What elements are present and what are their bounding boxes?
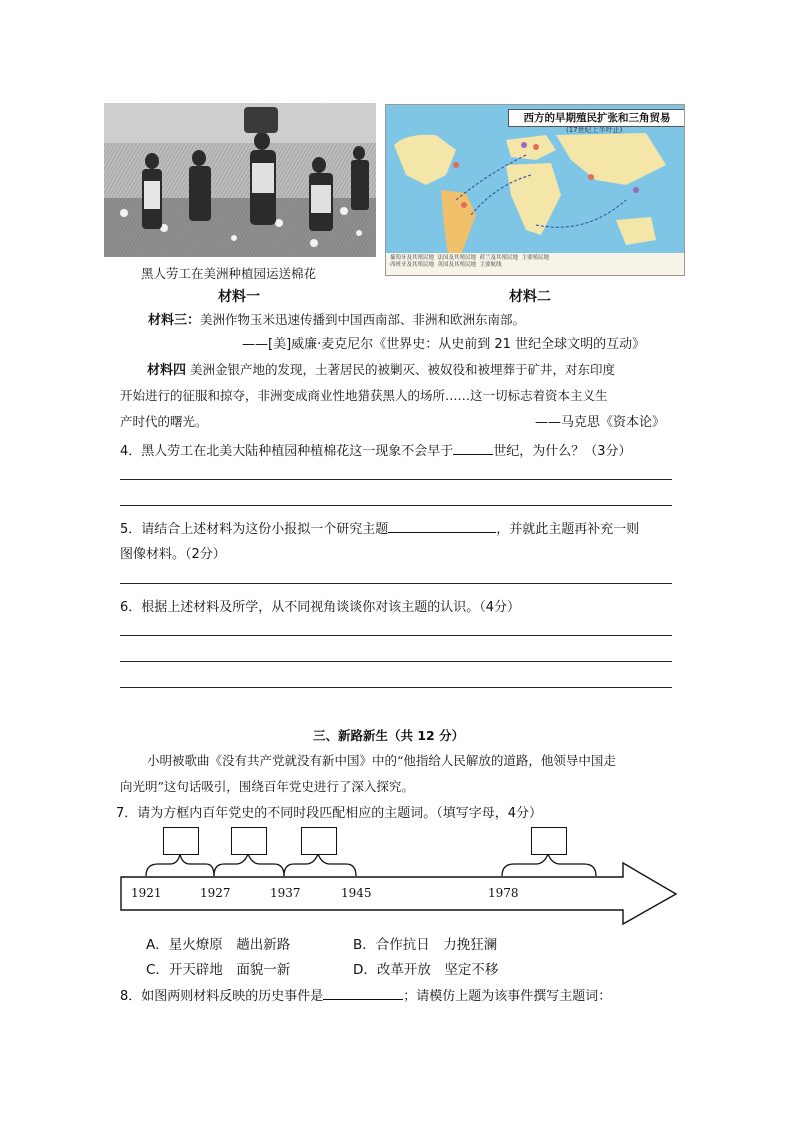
question-5: [120, 518, 639, 537]
timeline-year: 1945: [341, 886, 372, 900]
material3-source: ——[美]威廉·麦克尼尔《世界史：从史前到 21 世纪全球文明的互动》: [242, 337, 646, 352]
question-5-line2: 图像材料。（2分）: [120, 547, 226, 562]
question-8-text: 8．如图两则材料反映的历史事件是: [120, 989, 324, 1004]
answer-blank[interactable]: [453, 442, 493, 455]
answer-line[interactable]: [120, 687, 672, 688]
question-7: 7．请为方框内百年党史的不同时段匹配相应的主题词。（填写字母，4分）: [116, 806, 543, 821]
option-d: D．改革开放 坚定不移: [353, 962, 499, 978]
material3-text: 美洲作物玉米迅速传播到中国西南部、非洲和欧洲东南部。: [200, 312, 526, 327]
brace: [146, 854, 214, 876]
legend-item: 西班牙及其殖民地: [390, 262, 435, 268]
legend-item: 英国及其殖民地: [437, 262, 477, 268]
answer-line[interactable]: [120, 661, 672, 662]
material1-caption: 黑人劳工在美洲种植园运送棉花: [141, 266, 317, 281]
answer-line[interactable]: [120, 479, 672, 480]
map-title: 西方的早期殖民扩张和三角贸易: [508, 109, 685, 127]
answer-blank[interactable]: [388, 520, 496, 533]
legend-item: 主要殖民地: [521, 255, 550, 261]
answer-blank[interactable]: [323, 987, 403, 1000]
timeline-diagram: [118, 826, 680, 928]
question-4-text: 4．黑人劳工在北美大陆种植园种植棉花这一现象不会早于: [120, 444, 454, 459]
map-subtitle: (17世纪上半叶止): [566, 126, 623, 134]
option-b: B．合作抗日 力挽狂澜: [353, 937, 498, 953]
timeline-year: 1978: [488, 886, 519, 900]
option-a: A．星火燎原 趟出新路: [146, 937, 291, 953]
legend-item: 葡萄牙及其殖民地: [390, 255, 435, 261]
material1-image: [104, 103, 376, 257]
section-title: 三、新路新生（共 12 分）: [313, 728, 465, 743]
answer-box[interactable]: [163, 827, 199, 855]
answer-box[interactable]: [231, 827, 267, 855]
brace: [502, 854, 596, 876]
material4-label: 材料四: [147, 363, 187, 378]
material2-label: 材料二: [509, 289, 551, 305]
material4-source: ——马克思《资本论》: [535, 415, 666, 430]
material4-line2: 开始进行的征服和掠夺，非洲变成商业性地猎获黑人的场所……这一切标志着资本主义生: [120, 388, 608, 403]
timeline-year: 1927: [200, 886, 231, 900]
section-intro-line1: 小明被歌曲《没有共产党就没有新中国》中的“他指给人民解放的道路，他领导中国走: [147, 753, 616, 768]
material4-line1: 美洲金银产地的发现，土著居民的被剿灭、被奴役和被埋葬于矿井，对东印度: [190, 362, 616, 377]
brace: [284, 854, 356, 876]
answer-line[interactable]: [120, 583, 672, 584]
material4: [147, 359, 615, 378]
question-6: 6．根据上述材料及所学，从不同视角谈谈你对该主题的认识。（4分）: [120, 600, 521, 615]
answer-box[interactable]: [531, 827, 567, 855]
material2-map: [385, 104, 685, 276]
question-5-text: 5．请结合上述材料为这份小报拟一个研究主题: [120, 522, 389, 537]
brace: [214, 854, 284, 876]
question-8: [120, 985, 611, 1004]
legend-item: 主要航线: [479, 262, 502, 268]
legend-item: 荷兰及其殖民地: [479, 255, 519, 261]
question-4: [120, 440, 632, 459]
material3-label: 材料三：: [148, 313, 201, 328]
timeline-year: 1921: [131, 886, 162, 900]
answer-line[interactable]: [120, 635, 672, 636]
answer-box[interactable]: [301, 827, 337, 855]
section-intro-line2: 向光明”这句话吸引，围绕百年党史进行了深入探究。: [120, 779, 414, 794]
option-c: C．开天辟地 面貌一新: [146, 962, 291, 978]
answer-line[interactable]: [120, 505, 672, 506]
legend-item: 法国及其殖民地: [437, 255, 477, 261]
question-8-tail: ；请模仿上题为该事件撰写主题词：: [403, 989, 612, 1004]
material4-line3: 产时代的曙光。: [120, 414, 208, 429]
question-4-tail: 世纪，为什么？（3分）: [493, 444, 632, 459]
material3: [148, 309, 525, 328]
question-5-tail: ，并就此主题再补充一则: [496, 522, 640, 537]
timeline-year: 1937: [270, 886, 301, 900]
material1-label: 材料一: [218, 289, 260, 305]
map-legend: [390, 255, 680, 269]
